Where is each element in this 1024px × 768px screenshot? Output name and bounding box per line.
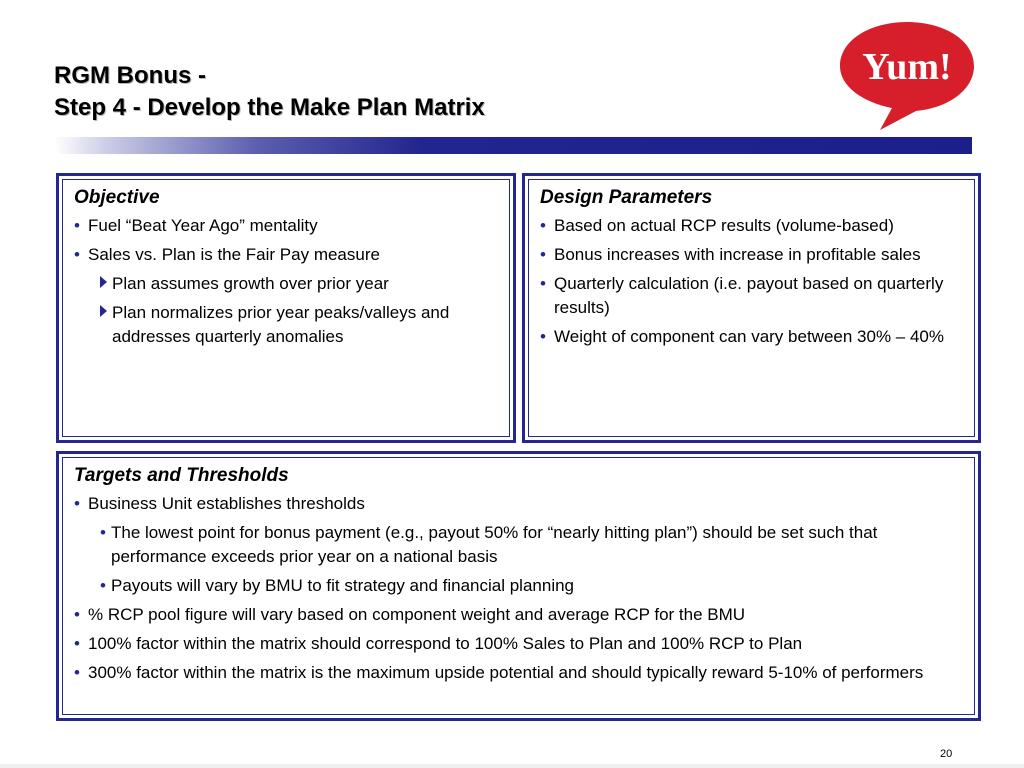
targets-subitem: • The lowest point for bonus payment (e.g., payout 50% for “nearly hitting plan”) should be set such that performance exceeds prior year on a national basis	[100, 521, 964, 569]
objective-panel	[56, 173, 516, 443]
design-parameters-panel	[522, 173, 981, 443]
design-parameter-item: • Based on actual RCP results (volume-based)	[540, 214, 964, 238]
header-bar	[54, 137, 972, 154]
targets-subitem: • Payouts will vary by BMU to fit strategy and financial planning	[100, 574, 964, 598]
design-parameter-item: • Quarterly calculation (i.e. payout based on quarterly results)	[540, 272, 964, 320]
targets-item: • Business Unit establishes thresholds	[74, 492, 964, 516]
page-number: 20	[940, 748, 953, 760]
slide-title-line2: Step 4 - Develop the Make Plan Matrix	[54, 94, 485, 121]
targets-panel	[56, 451, 981, 721]
objective-heading: Objective	[74, 187, 160, 208]
objective-list	[74, 214, 499, 349]
slide-title-line1: RGM Bonus -	[54, 62, 206, 89]
logo-text: Yum!	[862, 46, 952, 88]
targets-item: • 300% factor within the matrix is the maximum upside potential and should typically reward 5-10% of performers	[74, 661, 964, 685]
design-parameters-panel-inner	[528, 179, 975, 437]
targets-item: • % RCP pool figure will vary based on component weight and average RCP for the BMU	[74, 603, 964, 627]
objective-item: • Fuel “Beat Year Ago” mentality	[74, 214, 499, 238]
objective-subitem: Plan normalizes prior year peaks/valleys and addresses quarterly anomalies	[100, 301, 499, 349]
yum-logo	[836, 16, 978, 134]
objective-panel-inner	[62, 179, 510, 437]
targets-heading: Targets and Thresholds	[74, 465, 289, 486]
objective-item: • Sales vs. Plan is the Fair Pay measure	[74, 243, 499, 267]
slide-title	[54, 60, 485, 124]
footer-bar	[0, 764, 1024, 768]
targets-panel-inner	[62, 457, 975, 715]
targets-item: • 100% factor within the matrix should correspond to 100% Sales to Plan and 100% RCP to Plan	[74, 632, 964, 656]
design-parameter-item: • Weight of component can vary between 30% – 40%	[540, 325, 964, 349]
design-parameters-list	[540, 214, 964, 349]
design-parameter-item: • Bonus increases with increase in profitable sales	[540, 243, 964, 267]
design-parameters-heading: Design Parameters	[540, 187, 713, 208]
targets-list	[74, 492, 964, 685]
objective-subitem: Plan assumes growth over prior year	[100, 272, 499, 296]
